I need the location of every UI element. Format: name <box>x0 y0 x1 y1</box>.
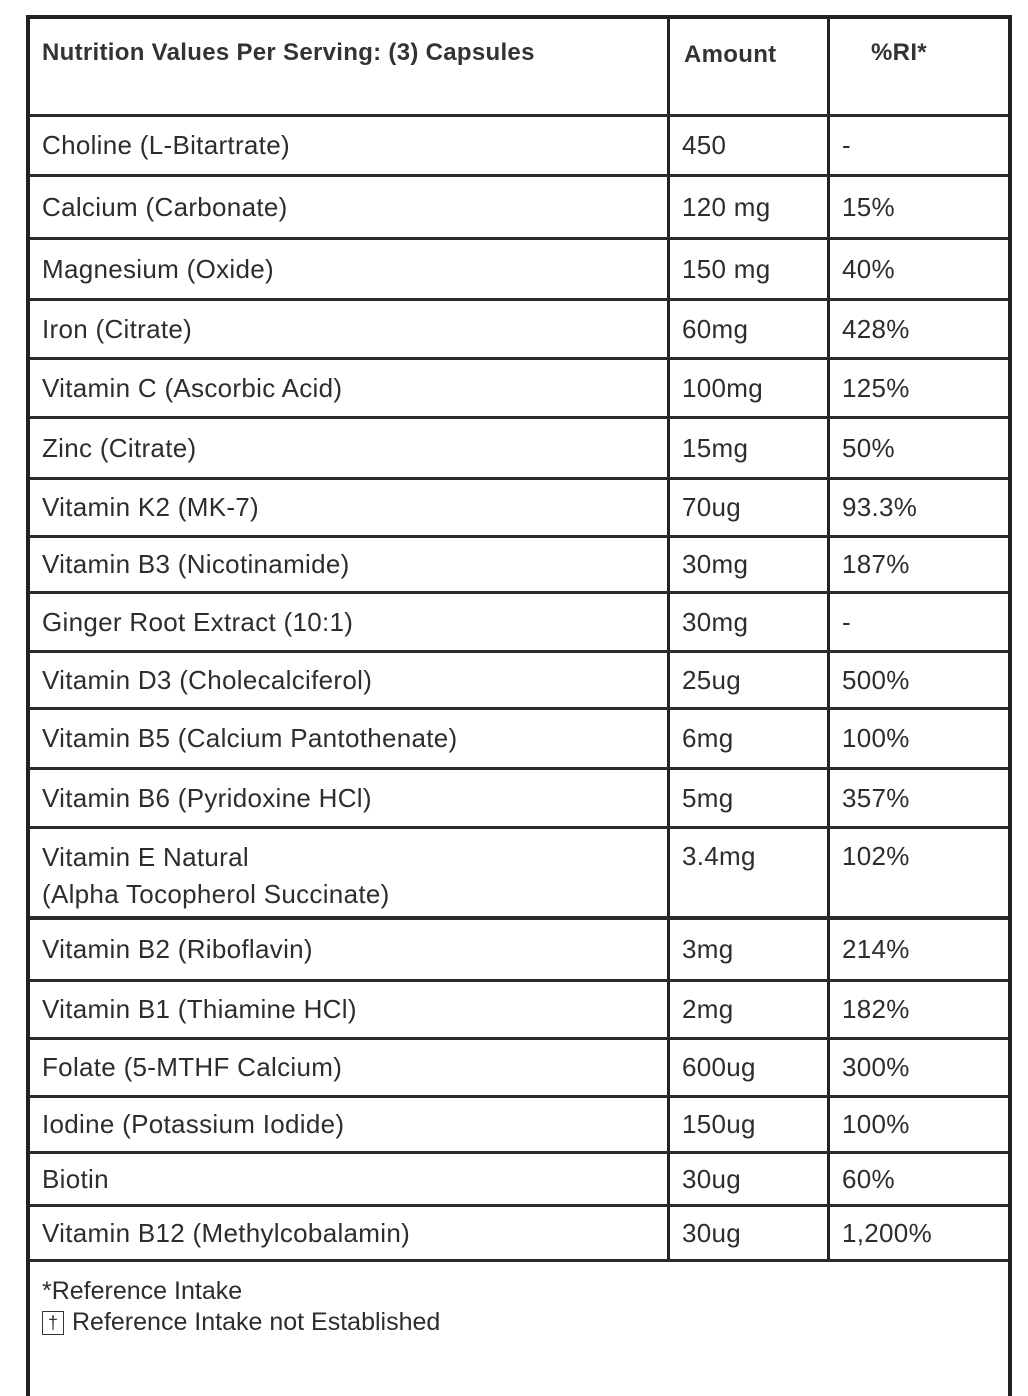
nutrient-ri: 214% <box>842 934 910 964</box>
nutrient-ri: - <box>842 130 851 160</box>
table-row <box>30 829 1008 920</box>
table-header-row <box>30 19 1008 117</box>
table-row <box>30 240 1008 301</box>
nutrient-name: Ginger Root Extract (10:1) <box>30 594 670 650</box>
nutrient-name: Magnesium (Oxide) <box>30 240 670 298</box>
footnote-not-established-text: Reference Intake not Established <box>72 1308 441 1336</box>
table-footnotes <box>30 1262 1008 1396</box>
nutrient-ri: 50% <box>842 432 895 463</box>
nutrient-ri: 300% <box>842 1052 910 1082</box>
table-row <box>30 653 1008 710</box>
header-ri: %RI* <box>871 39 927 66</box>
nutrient-ri: 100% <box>842 1109 910 1139</box>
table-row <box>30 301 1008 360</box>
nutrient-name: Choline (L-Bitartrate) <box>30 117 670 174</box>
nutrient-amount: 30ug <box>670 1154 830 1204</box>
nutrient-ri: 60% <box>842 1163 895 1194</box>
nutrient-amount: 6mg <box>670 710 830 767</box>
table-row <box>30 360 1008 419</box>
nutrient-name: Vitamin B1 (Thiamine HCl) <box>30 982 670 1037</box>
nutrient-ri: 40% <box>842 253 895 284</box>
header-nutrient: Nutrition Values Per Serving: (3) Capsules <box>30 19 670 114</box>
nutrient-ri: 428% <box>842 313 910 344</box>
table-row <box>30 117 1008 177</box>
nutrient-name: Folate (5-MTHF Calcium) <box>30 1040 670 1095</box>
nutrient-ri: 102% <box>842 841 910 871</box>
nutrient-amount: 450 <box>670 117 830 174</box>
nutrient-amount: 25ug <box>670 653 830 707</box>
nutrient-name: Vitamin D3 (Cholecalciferol) <box>30 653 670 707</box>
table-row <box>30 538 1008 594</box>
nutrient-amount: 600ug <box>670 1040 830 1095</box>
footnote-reference-intake: *Reference Intake <box>42 1277 243 1305</box>
nutrient-amount: 100mg <box>670 360 830 416</box>
nutrient-amount: 2mg <box>670 982 830 1037</box>
nutrient-amount: 60mg <box>670 301 830 357</box>
nutrient-name: Vitamin B3 (Nicotinamide) <box>30 538 670 591</box>
header-amount: Amount <box>670 19 830 114</box>
nutrient-name: Vitamin C (Ascorbic Acid) <box>30 360 670 416</box>
table-row <box>30 177 1008 240</box>
nutrient-name: Vitamin B2 (Riboflavin) <box>30 920 670 979</box>
table-row <box>30 710 1008 770</box>
nutrient-name: Vitamin K2 (MK-7) <box>30 480 670 535</box>
nutrient-name: Vitamin B6 (Pyridoxine HCl) <box>30 770 670 826</box>
nutrient-amount: 30mg <box>670 594 830 650</box>
nutrient-name-line2: (Alpha Tocopherol Succinate) <box>42 879 390 909</box>
table-row <box>30 1154 1008 1207</box>
nutrient-amount: 150 mg <box>670 240 830 298</box>
nutrient-name: Vitamin B12 (Methylcobalamin) <box>30 1207 670 1259</box>
nutrient-name: Zinc (Citrate) <box>30 419 670 477</box>
footnote-not-established <box>42 1307 1008 1338</box>
nutrient-amount: 30ug <box>670 1207 830 1259</box>
nutrient-name: Iron (Citrate) <box>30 301 670 357</box>
table-row <box>30 920 1008 982</box>
table-row <box>30 1040 1008 1098</box>
nutrient-amount: 5mg <box>670 770 830 826</box>
nutrient-amount: 30mg <box>670 538 830 591</box>
nutrient-name: Biotin <box>30 1154 670 1204</box>
table-row <box>30 770 1008 829</box>
dagger-icon: † <box>42 1311 64 1335</box>
nutrient-ri: - <box>842 606 851 637</box>
nutrient-amount: 3mg <box>670 920 830 979</box>
table-row <box>30 982 1008 1040</box>
table-row <box>30 1098 1008 1154</box>
nutrient-ri: 100% <box>842 723 910 753</box>
nutrient-ri: 357% <box>842 782 910 813</box>
nutrient-amount: 15mg <box>670 419 830 477</box>
nutrient-ri: 187% <box>842 549 910 579</box>
nutrient-ri: 1,200% <box>842 1217 932 1248</box>
nutrient-ri: 500% <box>842 664 910 695</box>
nutrient-ri: 15% <box>842 191 895 222</box>
nutrient-name: Vitamin B5 (Calcium Pantothenate) <box>30 710 670 767</box>
nutrient-amount: 150ug <box>670 1098 830 1151</box>
nutrient-name: Calcium (Carbonate) <box>30 177 670 237</box>
table-row <box>30 594 1008 653</box>
nutrient-name-line1: Vitamin E Natural <box>42 842 249 872</box>
nutrient-amount: 3.4mg <box>670 829 830 916</box>
nutrient-name <box>30 829 670 916</box>
table-row <box>30 1207 1008 1262</box>
nutrition-table <box>26 15 1012 1396</box>
nutrient-amount: 70ug <box>670 480 830 535</box>
table-row <box>30 480 1008 538</box>
nutrient-amount: 120 mg <box>670 177 830 237</box>
nutrient-name: Iodine (Potassium Iodide) <box>30 1098 670 1151</box>
nutrient-ri: 125% <box>842 372 910 403</box>
nutrient-ri: 93.3% <box>842 492 918 522</box>
table-row <box>30 419 1008 480</box>
nutrient-ri: 182% <box>842 994 910 1024</box>
